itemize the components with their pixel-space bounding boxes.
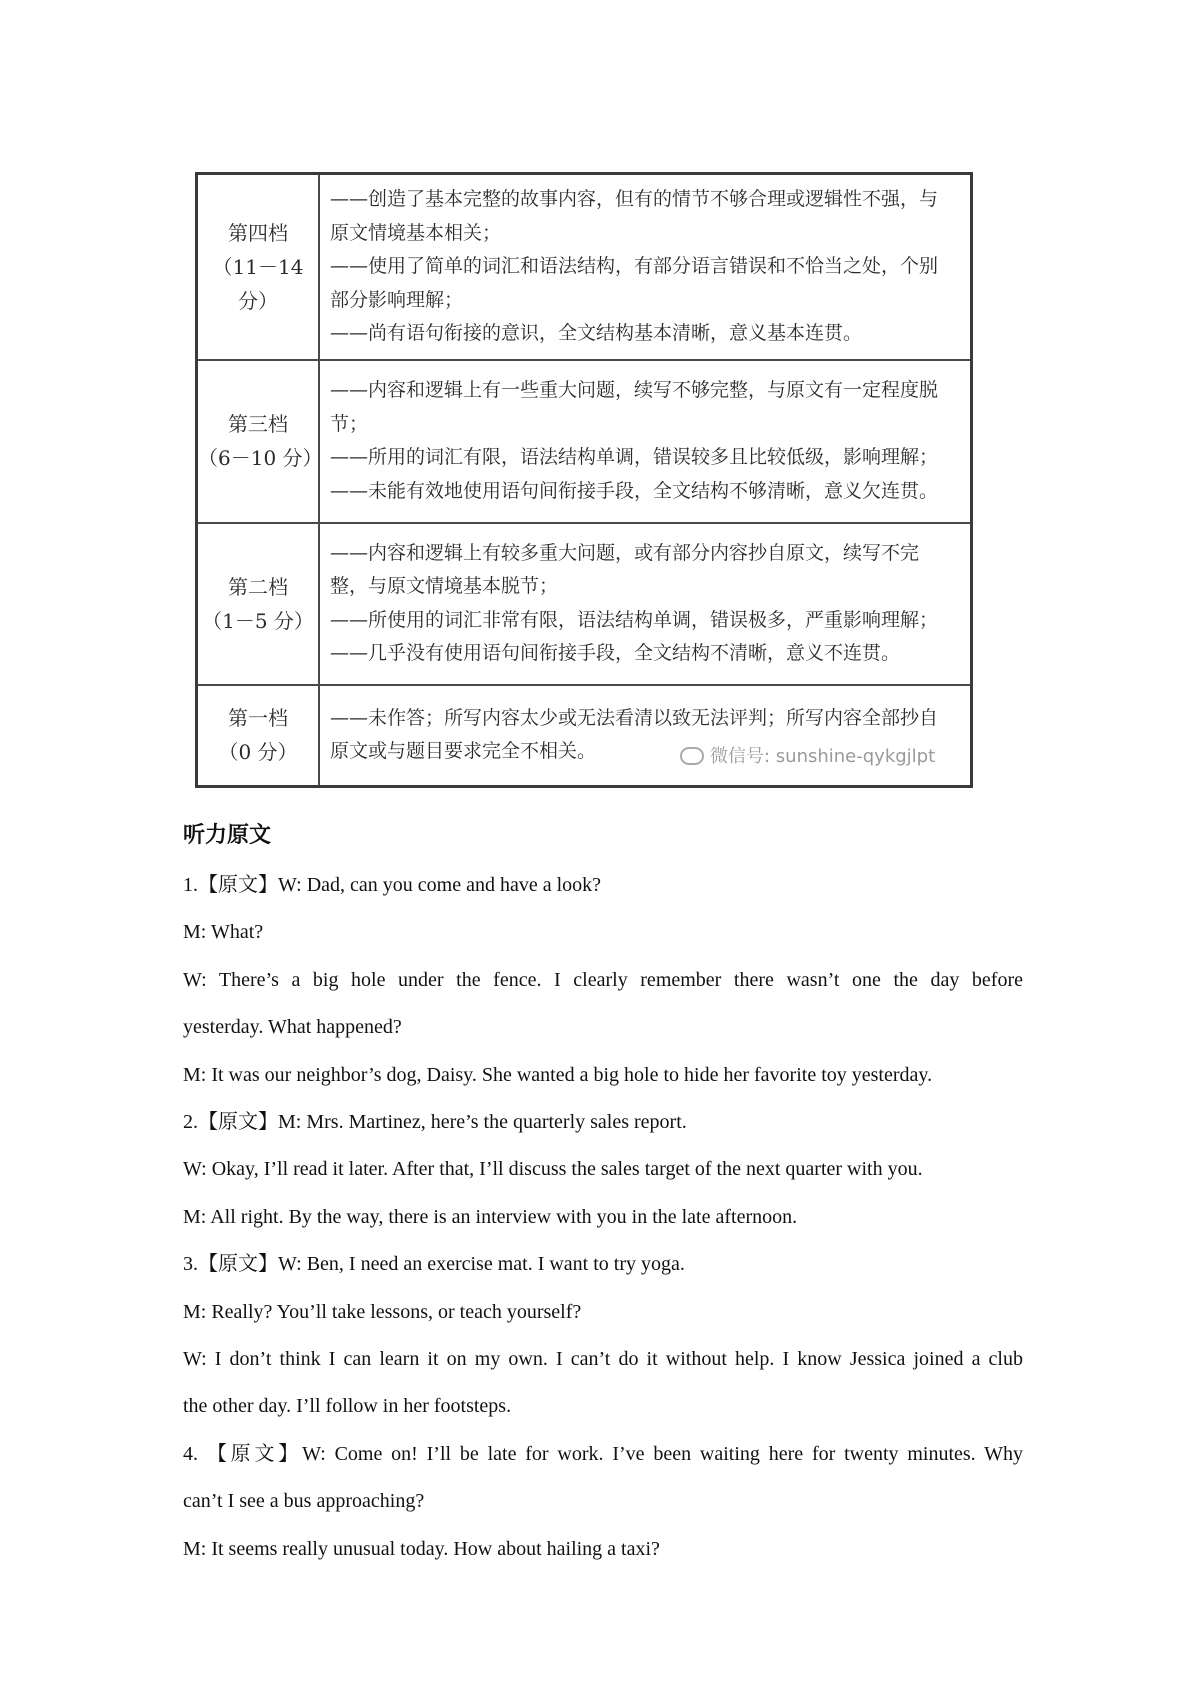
transcript-line: 3.【原文】W: Ben, I need an exercise mat. I want to try yoga. bbox=[183, 1253, 685, 1276]
rubric-description-cell bbox=[319, 360, 972, 523]
rubric-line: 部分影响理解； bbox=[330, 288, 464, 311]
transcript-line: M: What? bbox=[183, 921, 264, 944]
transcript-line: M: Really? You’ll take lessons, or teach yourself? bbox=[183, 1300, 582, 1323]
rubric-level-name: 第二档 bbox=[228, 574, 288, 599]
rubric-line: 节； bbox=[330, 412, 369, 435]
rubric-level-score: （6－10 分） bbox=[198, 446, 323, 470]
rubric-level-name: 第一档 bbox=[228, 706, 288, 731]
rubric-line: ——所使用的词汇非常有限，语法结构单调，错误极多，严重影响理解； bbox=[330, 608, 939, 631]
rubric-line: 原文情境基本相关； bbox=[330, 221, 502, 244]
wechat-icon bbox=[680, 747, 704, 765]
rubric-line: ——内容和逻辑上有一些重大问题，续写不够完整，与原文有一定程度脱 bbox=[330, 379, 939, 401]
transcript-line: W: Okay, I’ll read it later. After that, I’ll discuss the sales target of the next quarter with you. bbox=[183, 1158, 923, 1181]
listening-transcript bbox=[183, 862, 1023, 1573]
rubric-level-score: （1－5 分） bbox=[202, 608, 314, 633]
transcript-line: 4. 【原文】W: Come on! I’ll be late for work. I’ve been waiting here for twenty minutes. Why bbox=[183, 1442, 1023, 1465]
rubric-line: ——内容和逻辑上有较多重大问题，或有部分内容抄自原文，续写不完 bbox=[330, 541, 920, 564]
rubric-line: ——尚有语句衔接的意识，全文结构基本清晰，意义基本连贯。 bbox=[330, 322, 863, 344]
wechat-watermark bbox=[680, 742, 935, 768]
rubric-description-cell bbox=[319, 174, 972, 360]
transcript-line: W: There’s a big hole under the fence. I clearly remember there wasn’t one the day before bbox=[183, 968, 1023, 991]
watermark-text: 微信号: sunshine-qykgjlpt bbox=[710, 746, 936, 767]
rubric-line: ——未能有效地使用语句间衔接手段，全文结构不够清晰，意义欠连贯。 bbox=[330, 479, 939, 502]
rubric-level-cell bbox=[197, 360, 323, 523]
rubric-line: ——使用了简单的词汇和语法结构，有部分语言错误和不恰当之处，个别 bbox=[330, 255, 939, 277]
rubric-level-cell bbox=[197, 523, 320, 685]
rubric-level-cell bbox=[197, 685, 320, 787]
rubric-row bbox=[197, 523, 972, 685]
rubric-level-name: 第三档 bbox=[228, 412, 288, 436]
rubric-line: ——创造了基本完整的故事内容，但有的情节不够合理或逻辑性不强，与 bbox=[330, 188, 939, 210]
rubric-line: ——几乎没有使用语句间衔接手段，全文结构不清晰，意义不连贯。 bbox=[330, 642, 901, 664]
rubric-line: ——未作答；所写内容太少或无法看清以致无法评判；所写内容全部抄自 bbox=[330, 706, 939, 729]
transcript-line: yesterday. What happened? bbox=[183, 1016, 402, 1039]
transcript-line: 2.【原文】M: Mrs. Martinez, here’s the quarterly sales report. bbox=[183, 1111, 687, 1134]
rubric-line: ——所用的词汇有限，语法结构单调，错误较多且比较低级，影响理解； bbox=[330, 446, 939, 468]
section-heading: 听力原文 bbox=[183, 823, 272, 848]
rubric-row bbox=[197, 174, 972, 360]
transcript-line: can’t I see a bus approaching? bbox=[183, 1490, 425, 1513]
rubric-line: 整，与原文情境基本脱节； bbox=[330, 575, 559, 597]
rubric-description-cell bbox=[319, 685, 972, 787]
rubric-level-score: （11－14 分） bbox=[212, 254, 304, 313]
scoring-rubric-table bbox=[195, 172, 973, 788]
transcript-line: M: It was our neighbor’s dog, Daisy. She wanted a big hole to hide her favorite toy yesterday. bbox=[183, 1063, 933, 1086]
transcript-line: W: I don’t think I can learn it on my own. I can’t do it without help. I know Jessica joined a club bbox=[183, 1348, 1023, 1371]
transcript-line: M: All right. By the way, there is an interview with you in the late afternoon. bbox=[183, 1205, 798, 1228]
rubric-description-cell bbox=[319, 523, 972, 685]
transcript-line: the other day. I’ll follow in her footsteps. bbox=[183, 1395, 512, 1418]
rubric-row bbox=[197, 685, 972, 787]
transcript-line: 1.【原文】W: Dad, can you come and have a look? bbox=[183, 874, 602, 896]
rubric-level-cell bbox=[197, 174, 320, 360]
transcript-line: M: It seems really unusual today. How about hailing a taxi? bbox=[183, 1537, 660, 1560]
rubric-level-name: 第四档 bbox=[228, 220, 288, 245]
rubric-line: 原文或与题目要求完全不相关。 bbox=[330, 740, 597, 763]
rubric-row bbox=[197, 360, 972, 523]
rubric-level-score: （0 分） bbox=[218, 740, 298, 765]
